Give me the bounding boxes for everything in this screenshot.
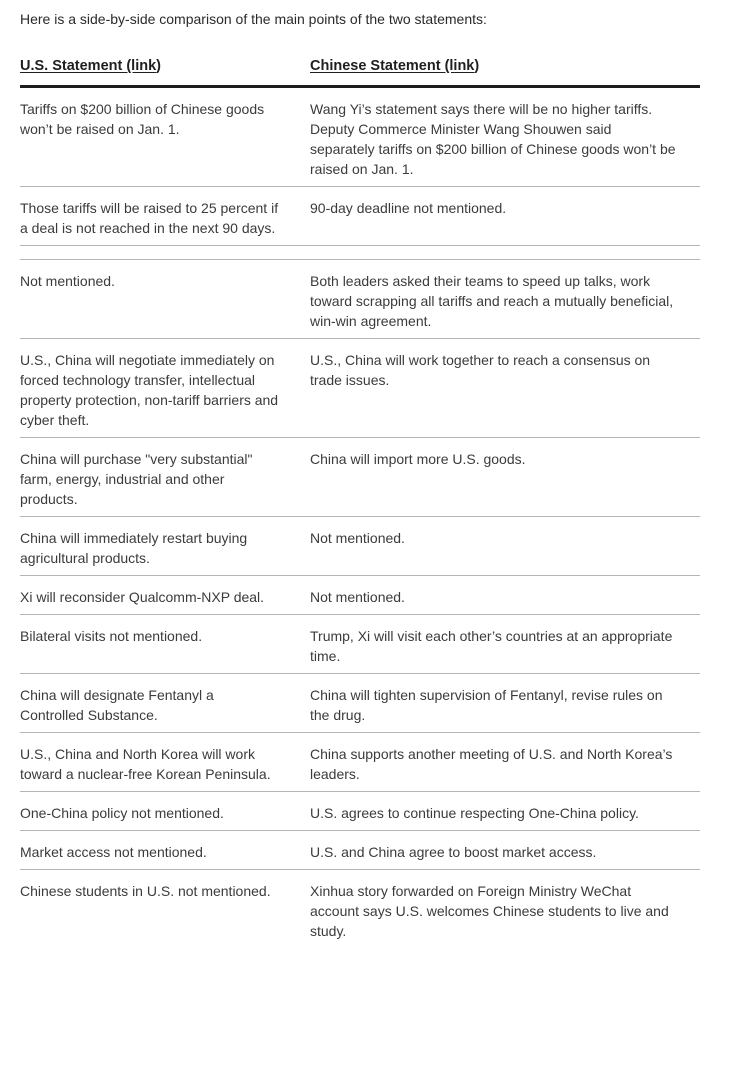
us-cell: One-China policy not mentioned. [20, 792, 310, 831]
us-cell: Not mentioned. [20, 260, 310, 339]
us-cell: China will purchase "very substantial" farm, energy, industrial and other products. [20, 438, 310, 517]
cn-cell: Both leaders asked their teams to speed up talks, work toward scrapping all tariffs and reach a mutually beneficial, win-win agreement. [310, 260, 700, 339]
cn-cell: Not mentioned. [310, 576, 700, 615]
cn-cell: China will tighten supervision of Fentanyl, revise rules on the drug. [310, 674, 700, 733]
us-cell: Market access not mentioned. [20, 831, 310, 870]
table-header-row [20, 56, 700, 87]
cn-cell: U.S. agrees to continue respecting One-China policy. [310, 792, 700, 831]
chinese-statement-header [310, 56, 700, 87]
us-cell [20, 246, 310, 260]
table-row [20, 260, 700, 339]
table-row [20, 87, 700, 187]
comparison-table [20, 56, 700, 948]
cn-cell: U.S. and China agree to boost market access. [310, 831, 700, 870]
table-row [20, 615, 700, 674]
us-cell: Xi will reconsider Qualcomm-NXP deal. [20, 576, 310, 615]
cn-cell [310, 246, 700, 260]
table-row [20, 187, 700, 246]
cn-cell: China will import more U.S. goods. [310, 438, 700, 517]
table-row [20, 870, 700, 949]
table-row [20, 831, 700, 870]
table-row [20, 674, 700, 733]
table-spacer-row [20, 246, 700, 260]
us-cell: U.S., China will negotiate immediately on forced technology transfer, intellectual property protection, non-tariff barriers and cyber theft. [20, 339, 310, 438]
us-statement-header [20, 56, 310, 87]
cn-cell: U.S., China will work together to reach a consensus on trade issues. [310, 339, 700, 438]
us-cell: U.S., China and North Korea will work toward a nuclear-free Korean Peninsula. [20, 733, 310, 792]
table-row [20, 517, 700, 576]
us-statement-header-paren: ) [156, 58, 162, 74]
us-cell: China will immediately restart buying agricultural products. [20, 517, 310, 576]
us-cell: China will designate Fentanyl a Controlled Substance. [20, 674, 310, 733]
cn-cell: Trump, Xi will visit each other’s countries at an appropriate time. [310, 615, 700, 674]
cn-cell: China supports another meeting of U.S. and North Korea’s leaders. [310, 733, 700, 792]
table-row [20, 792, 700, 831]
table-body [20, 87, 700, 949]
chinese-statement-link[interactable]: Chinese Statement (link [310, 58, 475, 74]
us-cell: Bilateral visits not mentioned. [20, 615, 310, 674]
intro-text: Here is a side-by-side comparison of the main points of the two statements: [20, 11, 487, 27]
cn-cell: Not mentioned. [310, 517, 700, 576]
us-cell: Tariffs on $200 billion of Chinese goods won’t be raised on Jan. 1. [20, 101, 265, 137]
us-statement-link[interactable]: U.S. Statement (link [20, 58, 157, 74]
chinese-statement-header-paren: ) [474, 58, 480, 74]
table-row [20, 438, 700, 517]
cn-cell: Wang Yi’s statement says there will be no higher tariffs. Deputy Commerce Minister Wang Shouwen said separately tariffs on $200 billion of Chinese goods won’t be raised on Jan. 1. [310, 101, 676, 177]
table-row [20, 733, 700, 792]
cn-cell: 90-day deadline not mentioned. [310, 187, 700, 246]
us-cell: Chinese students in U.S. not mentioned. [20, 870, 310, 949]
table-row [20, 339, 700, 438]
table-row [20, 576, 700, 615]
cn-cell: Xinhua story forwarded on Foreign Ministry WeChat account says U.S. welcomes Chinese students to live and study. [310, 870, 700, 949]
us-cell: Those tariffs will be raised to 25 percent if a deal is not reached in the next 90 days. [20, 187, 310, 246]
